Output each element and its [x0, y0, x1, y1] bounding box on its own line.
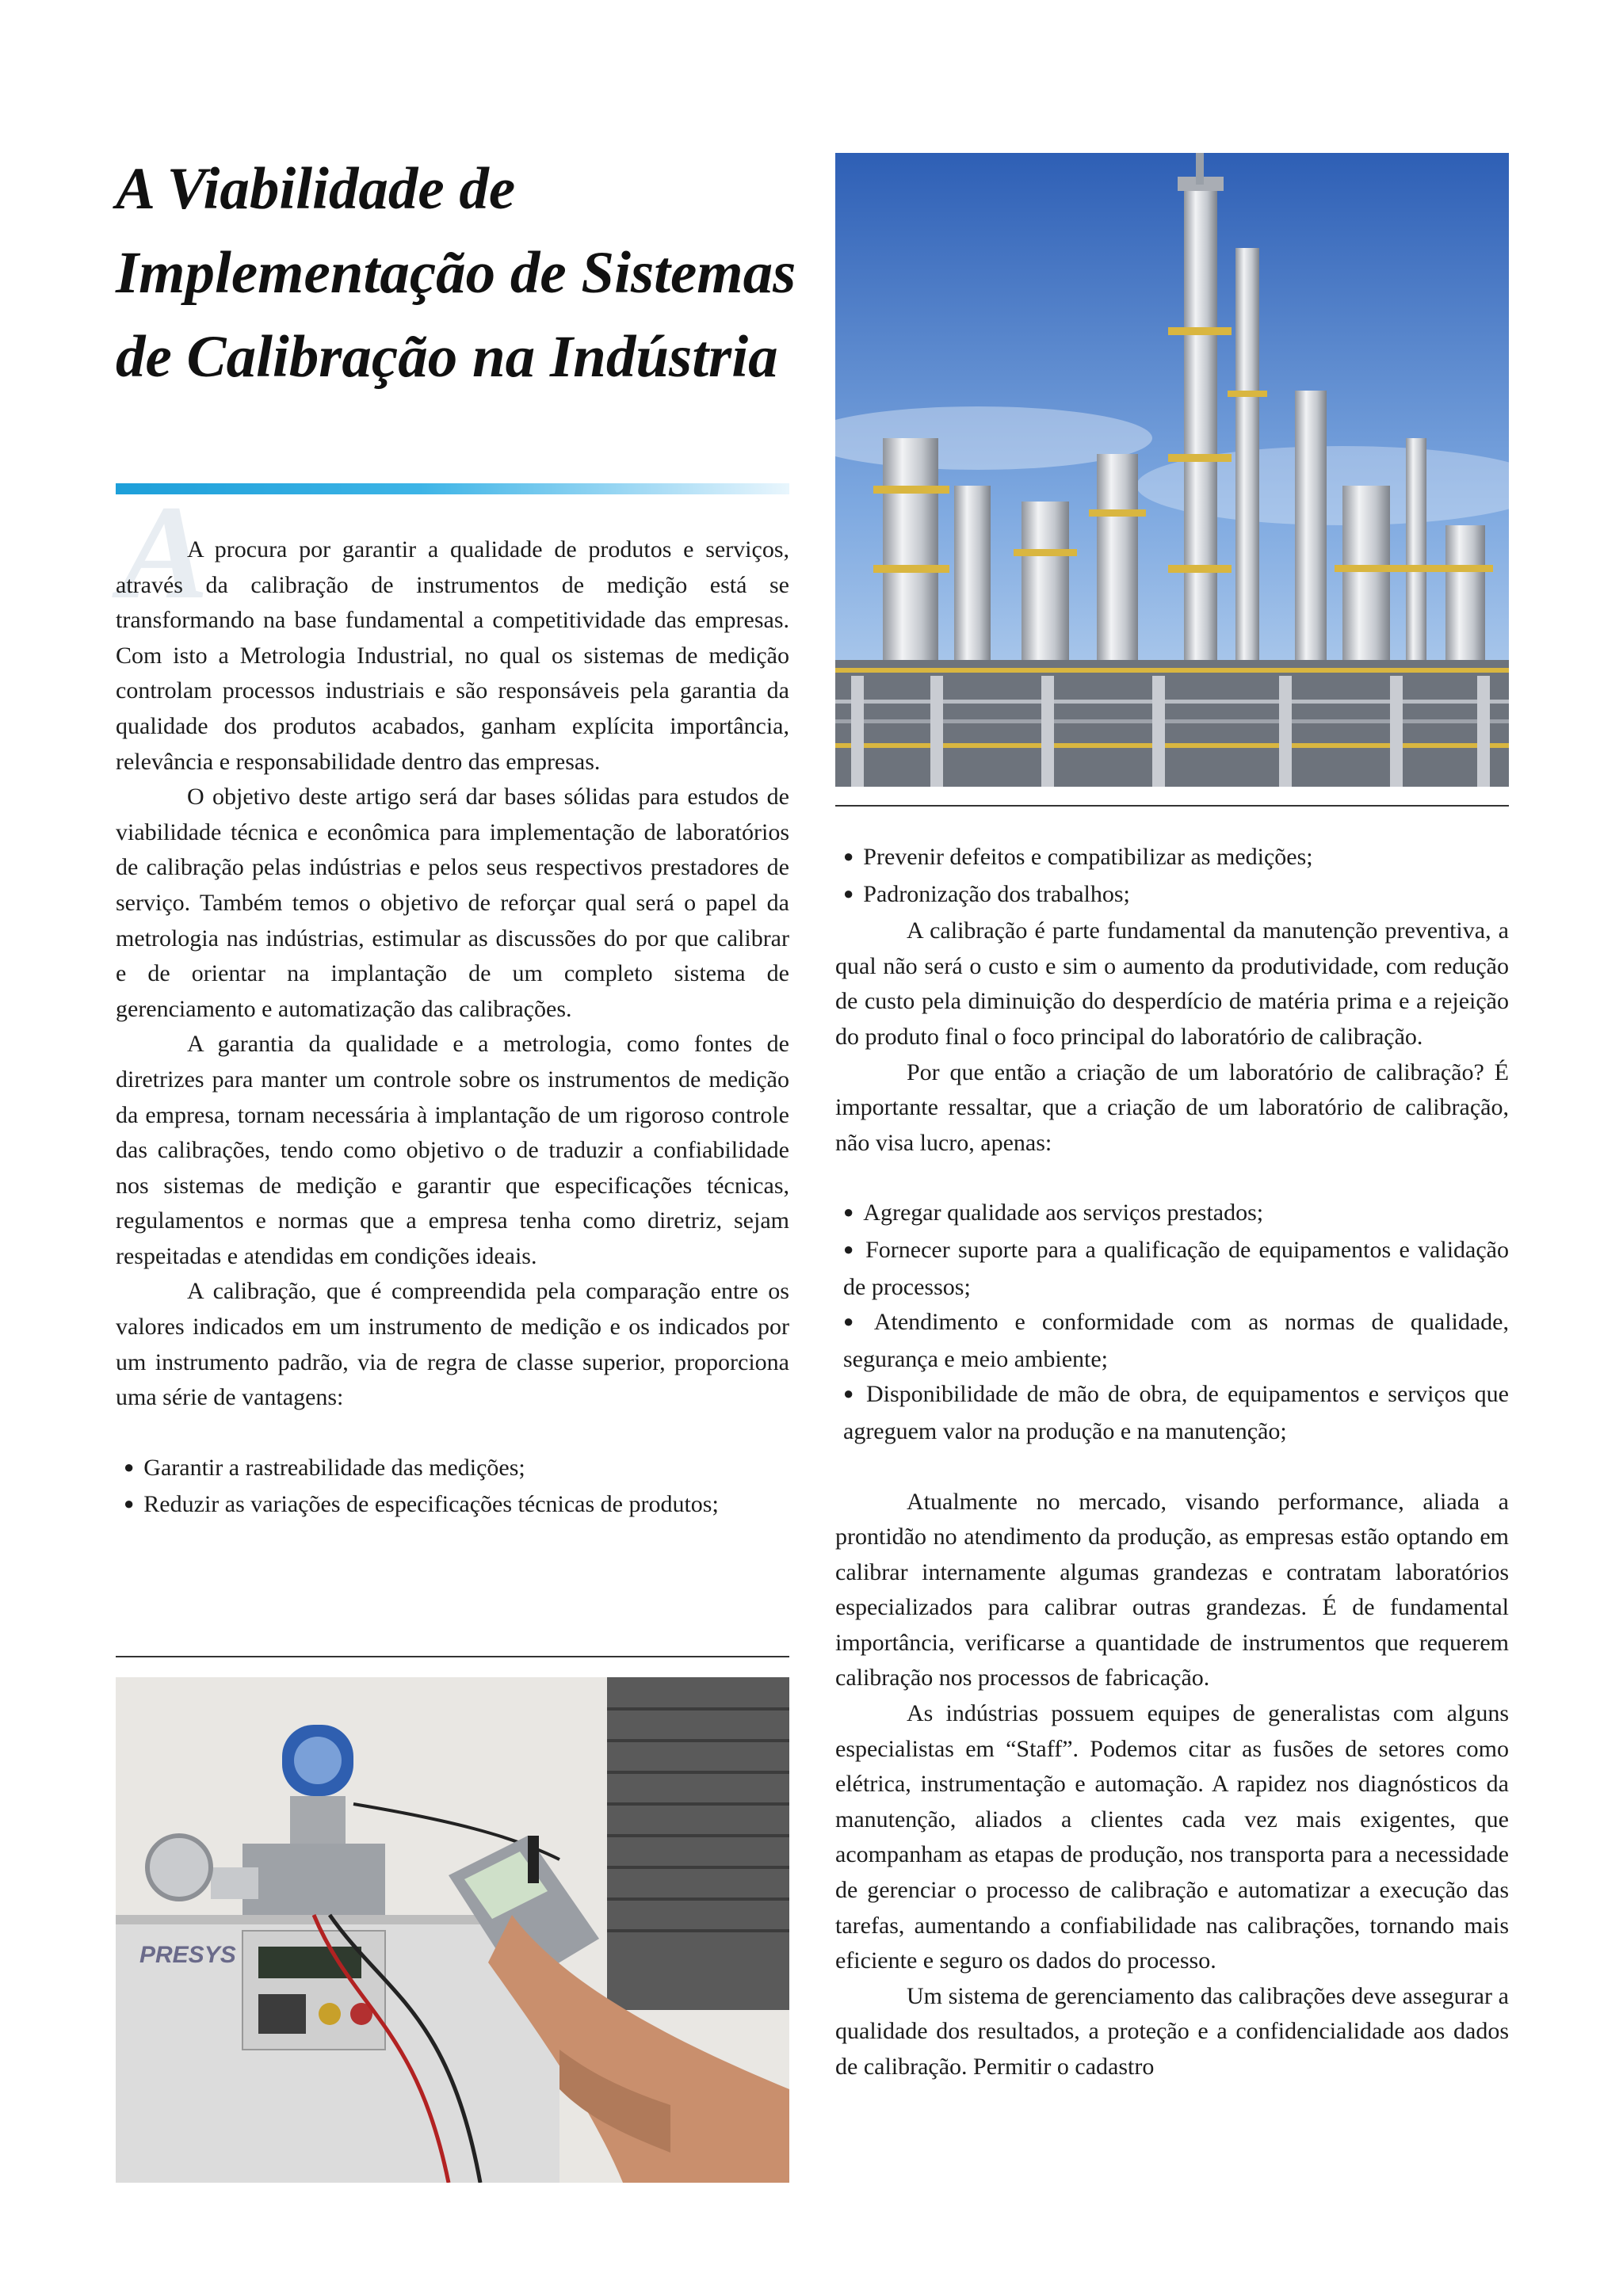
bullet-item: ● Garantir a rastreabilidade das medições; [116, 1451, 789, 1488]
title-underline-bar [116, 483, 789, 494]
body-paragraph: A garantia da qualidade e a metrologia, como fontes de diretrizes para manter um controle sobre os instrumentos de medição da empresa, tornam necessária à implantação de um rigoroso controle das calibrações, tendo como objetivo o de traduzir a confiabilidade nos sistemas de medição e garantir que especificações técnicas, regulamentos e normas que a empresa tenha como diretriz, sejam respeitadas e atendidas em condições ideais. [116, 1031, 789, 1269]
bullet-item: ● Fornecer suporte para a qualificação de equipamentos e validação de processos; [835, 1233, 1509, 1305]
bullet-item: ● Prevenir defeitos e compatibilizar as medições; [835, 840, 1509, 877]
body-paragraph: A calibração é parte fundamental da manutenção preventiva, a qual não será o custo e sim o aumento da produtividade, com redução de custo pela diminuição do desperdício de matéria prima e a rejeição do produto final o foco principal do laboratório de calibração. [835, 917, 1509, 1050]
refinery-photo [835, 153, 1509, 787]
bullet-item: ● Reduzir as variações de especificações técnicas de produtos; [116, 1487, 789, 1524]
body-paragraph: Atualmente no mercado, visando performance, aliada a prontidão no atendimento da produção, as empresas estão optando em calibrar internamente algumas grandezas e contratam laboratórios especializados para calibrar outras grandezas. É de fundamental importância, verificarse a quantidade de instrumentos que requerem calibração nos processos de fabricação. [835, 1488, 1509, 1691]
calibrator-photo [116, 1677, 789, 2183]
left-column-divider [116, 1656, 789, 1657]
bullet-item: ● Padronização dos trabalhos; [835, 877, 1509, 914]
bullet-item: ● Atendimento e conformidade com as normas de qualidade, segurança e meio ambiente; [835, 1305, 1509, 1377]
device-brand-label: PRESYS [139, 1942, 236, 1968]
bullet-item: ● Agregar qualidade aos serviços prestados; [835, 1196, 1509, 1233]
right-column-divider [835, 805, 1509, 807]
drop-cap: A [119, 478, 209, 627]
left-column [116, 532, 789, 1524]
body-paragraph: As indústrias possuem equipes de generalistas com alguns especialistas em “Staff”. Podemos citar as fusões de setores como elétrica, instrumentação e automação. A rapidez nos diagnósticos da manutenção, aliados a clientes cada vez mais exigentes, que acompanham as etapas de produção, nos transporta para a necessidade de gerenciar o processo de calibração e automatizar a execução das tarefas, aumentando a confiabilidade nas calibrações, tornando mais eficiente e seguro os dados do processo. [835, 1700, 1509, 1974]
paragraph-spacer [835, 1161, 1509, 1196]
paragraph-spacer [835, 1450, 1509, 1485]
right-column [835, 840, 1509, 2085]
body-paragraph: A calibração, que é compreendida pela comparação entre os valores indicados em um instrumento de medição e os indicados por um instrumento padrão, via de regra de classe superior, proporciona uma série de vantagens: [116, 1278, 789, 1411]
body-paragraph: Por que então a criação de um laboratório de calibração? É importante ressaltar, que a criação de um laboratório de calibração, não visa lucro, apenas: [835, 1058, 1509, 1156]
body-paragraph: O objetivo deste artigo será dar bases sólidas para estudos de viabilidade técnica e econômica para implementação de laboratórios de calibração pelas indústrias e pelos seus respectivos prestadores de serviço. Também temos o objetivo de reforçar qual será o papel da metrologia nas indústrias, estimular as discussões do por que calibrar e de orientar na implantação de um completo sistema de gerenciamento e automatização das calibrações. [116, 784, 789, 1022]
paragraph-spacer [116, 1416, 789, 1451]
page-title: A Viabilidade de Implementação de Sistemas de Calibração na Indústria [116, 156, 796, 390]
body-paragraph: A procura por garantir a qualidade de produtos e serviços, através da calibração de instrumentos de medição está se transformando na base fundamental a competitividade das empresas. Com isto a Metrologia Industrial, no qual os sistemas de medição controlam processos industriais e são responsáveis pela garantia da qualidade dos produtos acabados, ganham explícita importância, relevância e responsabilidade dentro das empresas. [116, 536, 789, 775]
bullet-item: ● Disponibilidade de mão de obra, de equipamentos e serviços que agreguem valor na produção e na manutenção; [835, 1377, 1509, 1449]
body-paragraph: Um sistema de gerenciamento das calibrações deve assegurar a qualidade dos resultados, a proteção e a confidencialidade aos dados de calibração. Permitir o cadastro [835, 1982, 1509, 2080]
